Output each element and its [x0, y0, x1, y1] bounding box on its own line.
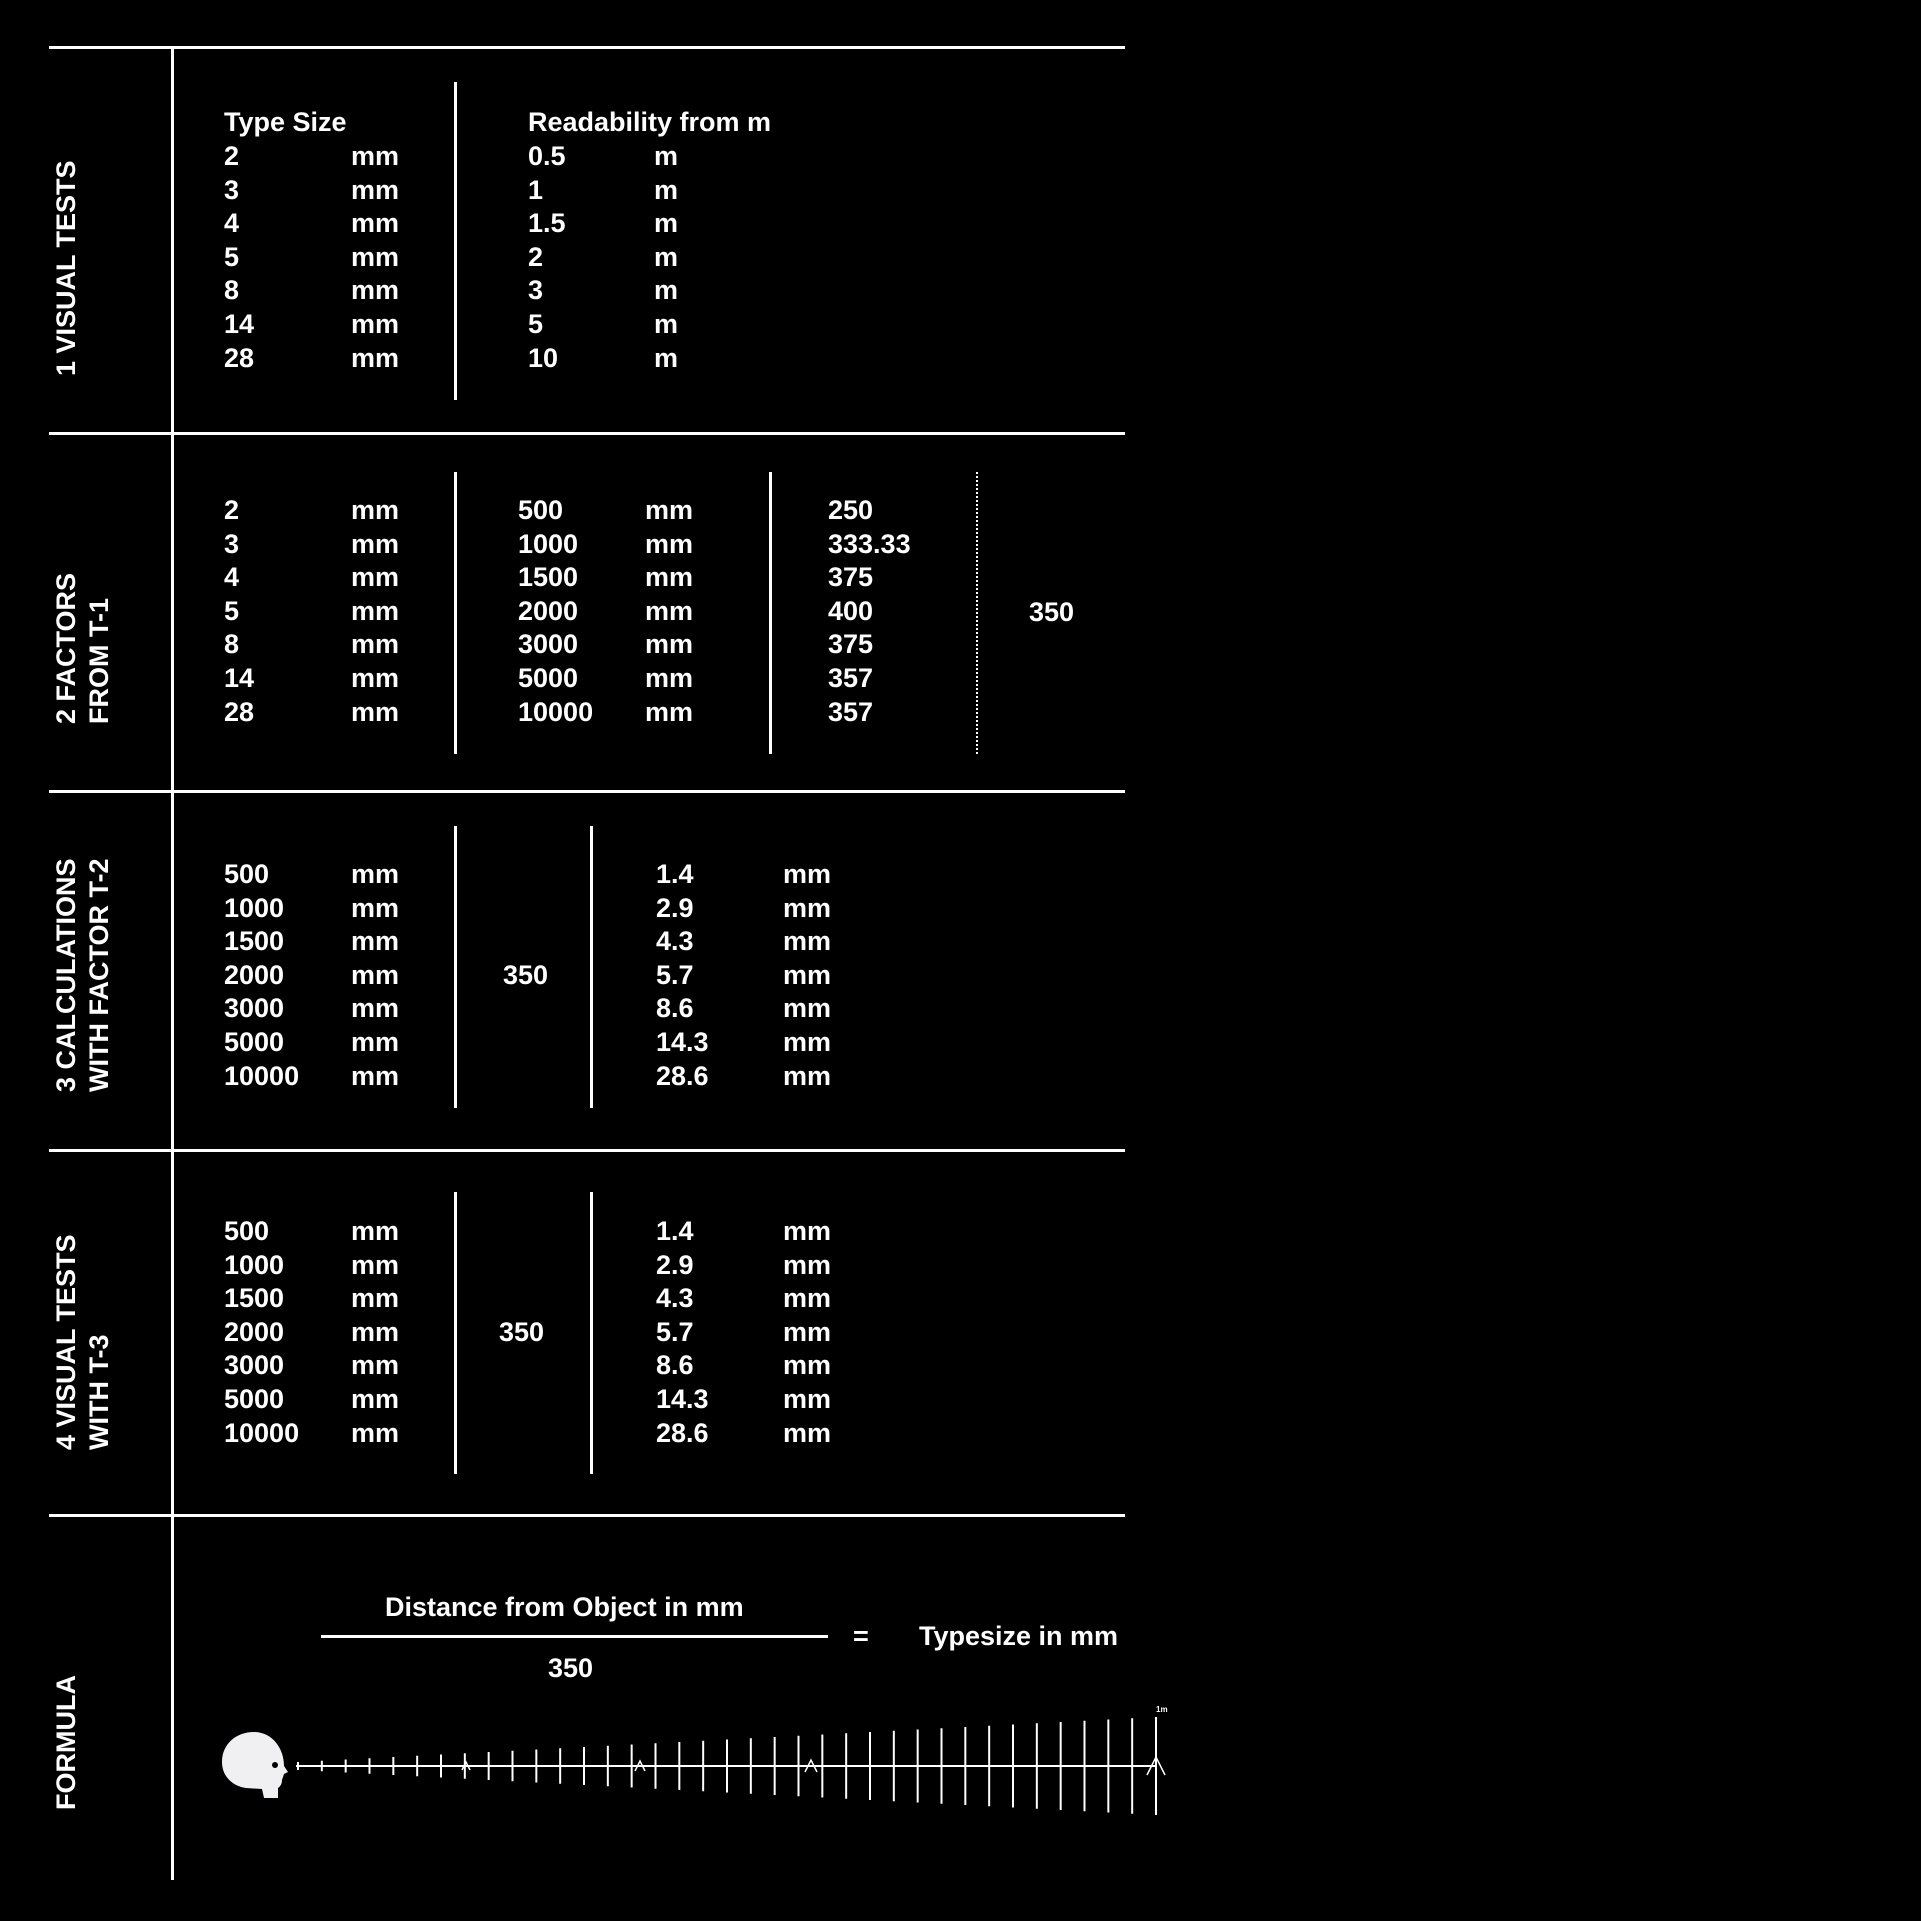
s1-distance-units-item: m: [654, 141, 679, 171]
s3-distance-units-item: mm: [351, 892, 400, 923]
s1-distances-item: 1: [528, 174, 544, 205]
divider-4: [49, 1514, 1125, 1517]
s2-factors-item: 357: [828, 696, 874, 727]
s1-distances-item: 1.5: [528, 208, 566, 239]
s2-type-units-item: mm: [351, 662, 400, 693]
section-2-title-line1: 2 FACTORS: [51, 572, 81, 724]
s2-type-units-item: mm: [351, 595, 400, 626]
label-column-divider: [171, 46, 174, 1880]
s2-factors-item: 375: [828, 562, 874, 593]
section-label-visual-tests: [50, 160, 83, 376]
s2-distances-item: 1000: [518, 528, 579, 559]
s2-type-sizes-item: 8: [224, 629, 240, 660]
s1-type-units-item: mm: [351, 174, 400, 205]
s3-distances-item: 3000: [224, 993, 285, 1024]
section-label-visual-tests-t3: [50, 1234, 116, 1450]
section-3-title-line2: WITH FACTOR T-2: [84, 858, 114, 1092]
s1-column-divider: [454, 82, 457, 400]
s2-type-sizes-item: 28: [224, 696, 255, 727]
s3-distance-units-item: mm: [351, 1026, 400, 1057]
s1-type-sizes-item: 2: [224, 141, 240, 171]
s3-distances-item: 10000: [224, 1060, 300, 1091]
s3-result-units: [783, 858, 831, 1093]
s4-result-units-item: mm: [783, 1283, 832, 1314]
s2-distance-units-item: mm: [645, 562, 694, 593]
s2-distances-item: 3000: [518, 629, 579, 660]
s1-distance-units-item: m: [654, 208, 679, 239]
section-3-title-line1: 3 CALCULATIONS: [51, 858, 81, 1092]
s2-type-sizes-item: 14: [224, 662, 255, 693]
s4-distances-item: 1500: [224, 1283, 285, 1314]
s3-distance-units-item: mm: [351, 1060, 400, 1091]
s4-distances-item: 1000: [224, 1249, 285, 1280]
divider-3: [49, 1149, 1125, 1152]
s4-results-item: 5.7: [656, 1316, 694, 1347]
formula-result: Typesize in mm: [919, 1621, 1119, 1651]
s4-distances-item: 5000: [224, 1383, 285, 1414]
s4-distance-units: [351, 1215, 399, 1450]
s4-result-units-item: mm: [783, 1350, 832, 1381]
header-type-size: Type Size: [224, 107, 347, 137]
divider-2: [49, 790, 1125, 793]
head-profile-icon: [218, 1728, 290, 1800]
divider-1: [49, 432, 1125, 435]
s2-factors-item: 400: [828, 595, 874, 626]
s3-distance-units-item: mm: [351, 859, 400, 889]
s3-result-units-item: mm: [783, 1060, 832, 1091]
s4-distance-units-item: mm: [351, 1249, 400, 1280]
s3-distance-units-item: mm: [351, 993, 400, 1024]
s1-distances-item: 2: [528, 241, 544, 272]
s4-result-units-item: mm: [783, 1417, 832, 1448]
s1-distance-units-item: m: [654, 241, 679, 272]
s1-type-sizes-item: 3: [224, 174, 240, 205]
s2-distance-units-item: mm: [645, 528, 694, 559]
s4-results-item: 2.9: [656, 1249, 694, 1280]
s4-divider-b: [590, 1192, 593, 1474]
s1-type-units-item: mm: [351, 308, 400, 339]
s2-type-units: [351, 494, 399, 729]
s1-distance-units: [654, 140, 678, 375]
s1-type-units-item: mm: [351, 275, 400, 306]
s2-type-units-item: mm: [351, 696, 400, 727]
s4-result-units-item: mm: [783, 1216, 832, 1246]
s2-distances-item: 5000: [518, 662, 579, 693]
s4-distances: [224, 1215, 299, 1450]
s1-type-units-item: mm: [351, 141, 400, 171]
s2-type-sizes-item: 2: [224, 495, 240, 525]
s2-type-sizes: [224, 494, 254, 729]
section-label-factors: [50, 573, 116, 724]
header-readability: Readability from m: [528, 107, 772, 137]
s3-distances: [224, 858, 299, 1093]
s4-factor: 350: [499, 1317, 545, 1347]
s2-factors-item: 250: [828, 495, 874, 525]
s3-results-item: 4.3: [656, 926, 694, 957]
s4-distance-units-item: mm: [351, 1350, 400, 1381]
s2-divider-b: [769, 472, 772, 754]
s4-results-item: 8.6: [656, 1350, 694, 1381]
s2-distances: [518, 494, 593, 729]
s2-type-sizes-item: 3: [224, 528, 240, 559]
s3-results-item: 28.6: [656, 1060, 709, 1091]
s4-results-item: 1.4: [656, 1216, 694, 1246]
s4-distance-units-item: mm: [351, 1283, 400, 1314]
s2-type-sizes-item: 4: [224, 562, 240, 593]
s1-distance-units-item: m: [654, 275, 679, 306]
s1-distances: [528, 140, 566, 375]
s2-distance-units-item: mm: [645, 629, 694, 660]
s2-type-units-item: mm: [351, 495, 400, 525]
s4-distances-item: 2000: [224, 1316, 285, 1347]
s1-distance-units-item: m: [654, 308, 679, 339]
s3-result-units-item: mm: [783, 859, 832, 889]
s3-results-item: 14.3: [656, 1026, 709, 1057]
s4-result-units-item: mm: [783, 1383, 832, 1414]
s1-type-units: [351, 140, 399, 375]
s2-factors: [828, 494, 911, 729]
s2-distances-item: 1500: [518, 562, 579, 593]
s2-distance-units-item: mm: [645, 495, 694, 525]
s2-factors-item: 333.33: [828, 528, 911, 559]
s1-type-sizes: [224, 140, 254, 375]
s2-type-units-item: mm: [351, 629, 400, 660]
s3-result-units-item: mm: [783, 926, 832, 957]
s4-distances-item: 3000: [224, 1350, 285, 1381]
s3-distance-units-item: mm: [351, 959, 400, 990]
s1-type-sizes-item: 4: [224, 208, 240, 239]
s1-distances-item: 5: [528, 308, 544, 339]
s4-distances-item: 10000: [224, 1417, 300, 1448]
s2-distance-units-item: mm: [645, 595, 694, 626]
s3-results-item: 2.9: [656, 892, 694, 923]
s3-factor: 350: [503, 960, 549, 990]
s4-results-item: 4.3: [656, 1283, 694, 1314]
s4-results-item: 28.6: [656, 1417, 709, 1448]
s3-results-item: 1.4: [656, 859, 694, 889]
formula-denominator: 350: [548, 1653, 594, 1683]
s4-results-item: 14.3: [656, 1383, 709, 1414]
s1-type-units-item: mm: [351, 342, 400, 373]
s2-distances-item: 10000: [518, 696, 594, 727]
s3-distances-item: 1000: [224, 892, 285, 923]
formula-equals: =: [853, 1621, 869, 1651]
s1-distances-item: 3: [528, 275, 544, 306]
s3-divider-a: [454, 826, 457, 1108]
s4-result-units-item: mm: [783, 1316, 832, 1347]
formula-numerator: Distance from Object in mm: [385, 1592, 744, 1622]
s1-distances-item: 0.5: [528, 141, 566, 171]
s4-result-units: [783, 1215, 831, 1450]
s4-result-units-item: mm: [783, 1249, 832, 1280]
s1-distance-units-item: m: [654, 174, 679, 205]
s3-distances-item: 2000: [224, 959, 285, 990]
section-5-title: FORMULA: [51, 1675, 81, 1810]
s2-type-units-item: mm: [351, 562, 400, 593]
s1-distance-units-item: m: [654, 342, 679, 373]
s3-distance-units: [351, 858, 399, 1093]
s2-distances-item: 500: [518, 495, 564, 525]
s3-results: [656, 858, 709, 1093]
s1-type-sizes-item: 8: [224, 275, 240, 306]
s3-divider-b: [590, 826, 593, 1108]
s3-result-units-item: mm: [783, 892, 832, 923]
divider-top: [49, 46, 1125, 49]
s2-factors-item: 375: [828, 629, 874, 660]
s4-distances-item: 500: [224, 1216, 270, 1246]
s2-distances-item: 2000: [518, 595, 579, 626]
s3-result-units-item: mm: [783, 959, 832, 990]
distance-scale-icon: [290, 1700, 1170, 1820]
section-4-title-line2: WITH T-3: [84, 1334, 114, 1450]
s1-type-units-item: mm: [351, 241, 400, 272]
s4-results: [656, 1215, 709, 1450]
s3-distance-units-item: mm: [351, 926, 400, 957]
formula-fraction-bar: [321, 1635, 828, 1638]
s1-type-sizes-item: 14: [224, 308, 255, 339]
s4-divider-a: [454, 1192, 457, 1474]
section-label-formula: [50, 1675, 83, 1810]
s4-distance-units-item: mm: [351, 1316, 400, 1347]
s4-distance-units-item: mm: [351, 1417, 400, 1448]
s3-distances-item: 500: [224, 859, 270, 889]
s1-type-units-item: mm: [351, 208, 400, 239]
s2-distance-units: [645, 494, 693, 729]
section-1-title: 1 VISUAL TESTS: [51, 160, 81, 376]
s2-factors-item: 357: [828, 662, 874, 693]
s4-distance-units-item: mm: [351, 1383, 400, 1414]
s3-result-units-item: mm: [783, 1026, 832, 1057]
s3-distances-item: 1500: [224, 926, 285, 957]
s1-distances-item: 10: [528, 342, 559, 373]
s1-type-sizes-item: 28: [224, 342, 255, 373]
s3-distances-item: 5000: [224, 1026, 285, 1057]
s2-distance-units-item: mm: [645, 662, 694, 693]
section-2-title-line2: FROM T-1: [84, 598, 114, 724]
section-4-title-line1: 4 VISUAL TESTS: [51, 1234, 81, 1450]
s2-type-units-item: mm: [351, 528, 400, 559]
s3-result-units-item: mm: [783, 993, 832, 1024]
s2-average-factor: 350: [1029, 597, 1075, 627]
s2-distance-units-item: mm: [645, 696, 694, 727]
section-label-calculations: [50, 859, 116, 1093]
s2-type-sizes-item: 5: [224, 595, 240, 626]
s2-dotted-divider: [976, 472, 978, 754]
s3-results-item: 8.6: [656, 993, 694, 1024]
s3-results-item: 5.7: [656, 959, 694, 990]
s2-divider-a: [454, 472, 457, 754]
scale-end-label: 1m: [1156, 1705, 1168, 1714]
s1-type-sizes-item: 5: [224, 241, 240, 272]
s4-distance-units-item: mm: [351, 1216, 400, 1246]
